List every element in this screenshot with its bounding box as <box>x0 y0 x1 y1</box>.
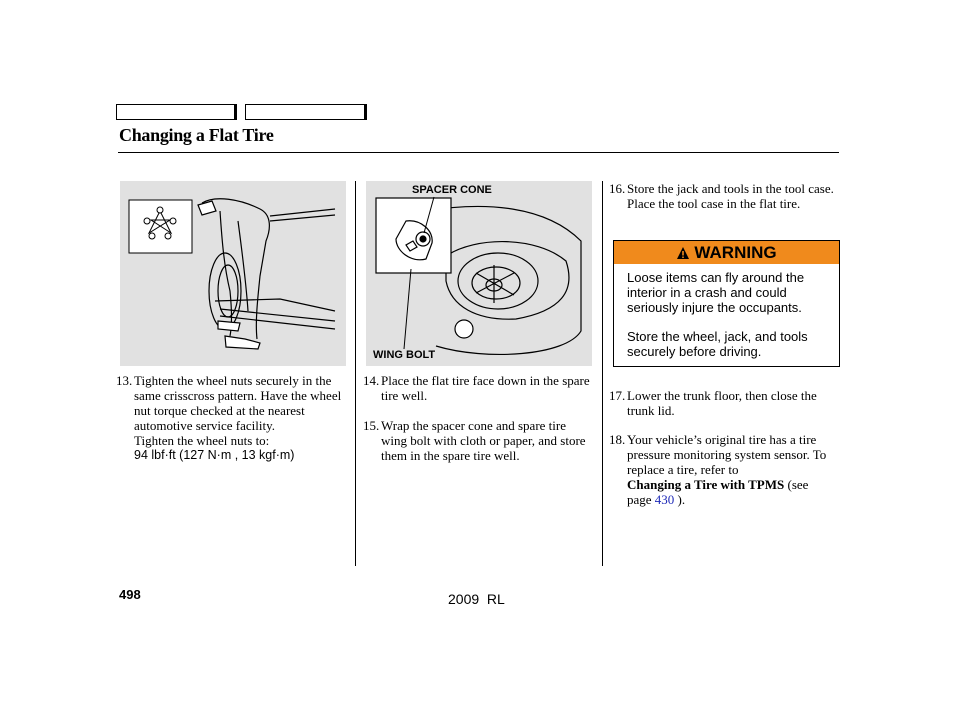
step-15 <box>363 418 593 463</box>
warning-paragraph-1: Loose items can fly around the interior in a crash and could seriously injure the occupants. <box>627 270 805 315</box>
step-18-end: ). <box>677 492 686 507</box>
step-15-text: Wrap the spacer cone and spare tire wing bolt with cloth or paper, and store them in the spare tire well. <box>381 418 586 463</box>
step-15-number: 15. <box>363 418 380 433</box>
step-16 <box>609 181 841 211</box>
step-13-torque: 94 lbf·ft (127 N·m , 13 kgf·m) <box>134 448 295 462</box>
step-13-text: Tighten the wheel nuts securely in the same crisscross pattern. Have the wheel nut torque checked at the nearest automotive service facility. <box>134 373 342 433</box>
spare-well-illustration <box>366 181 592 366</box>
step-13-sub: Tighten the wheel nuts to: <box>134 433 270 448</box>
step-17-text: Lower the trunk floor, then close the trunk lid. <box>627 388 817 418</box>
warning-box <box>613 240 840 367</box>
column-divider-left <box>355 181 356 566</box>
page-title: Changing a Flat Tire <box>119 125 274 145</box>
step-18-see: (see <box>787 477 809 492</box>
step-14 <box>363 373 593 403</box>
step-18-page-pre: page <box>627 492 652 507</box>
step-17 <box>609 388 841 418</box>
step-16-number: 16. <box>609 181 626 196</box>
warning-heading: WARNING <box>694 242 777 262</box>
footer-model: 2009 RL <box>448 591 505 607</box>
title-divider <box>118 152 839 153</box>
step-18-number: 18. <box>609 432 626 447</box>
step-13-number: 13. <box>116 373 133 388</box>
nav-button-previous[interactable] <box>116 104 237 120</box>
label-wing-bolt: WING BOLT <box>373 349 436 361</box>
page-number: 498 <box>119 587 141 602</box>
step-18-bold-ref: Changing a Tire with TPMS <box>627 477 785 492</box>
step-18-text: Your vehicle’s original tire has a tire pressure monitoring system sensor. To replace a tire, refer to <box>627 432 827 477</box>
warning-paragraph-2: Store the wheel, jack, and tools securely before driving. <box>627 329 808 359</box>
warning-triangle-icon <box>676 246 690 260</box>
tighten-nuts-illustration <box>120 181 346 366</box>
nav-button-next[interactable] <box>245 104 367 120</box>
figure-tighten-nuts <box>120 181 346 366</box>
page-link-430[interactable]: 430 <box>654 492 675 507</box>
step-17-number: 17. <box>609 388 626 403</box>
step-14-text: Place the flat tire face down in the spare tire well. <box>381 373 590 403</box>
label-spacer-cone: SPACER CONE <box>412 184 492 196</box>
warning-header <box>614 241 839 264</box>
figure-spare-well <box>366 181 592 366</box>
step-13 <box>116 373 348 463</box>
step-18 <box>609 432 841 507</box>
step-16-text: Store the jack and tools in the tool case. Place the tool case in the flat tire. <box>627 181 834 211</box>
column-divider-right <box>602 181 603 566</box>
step-14-number: 14. <box>363 373 380 388</box>
